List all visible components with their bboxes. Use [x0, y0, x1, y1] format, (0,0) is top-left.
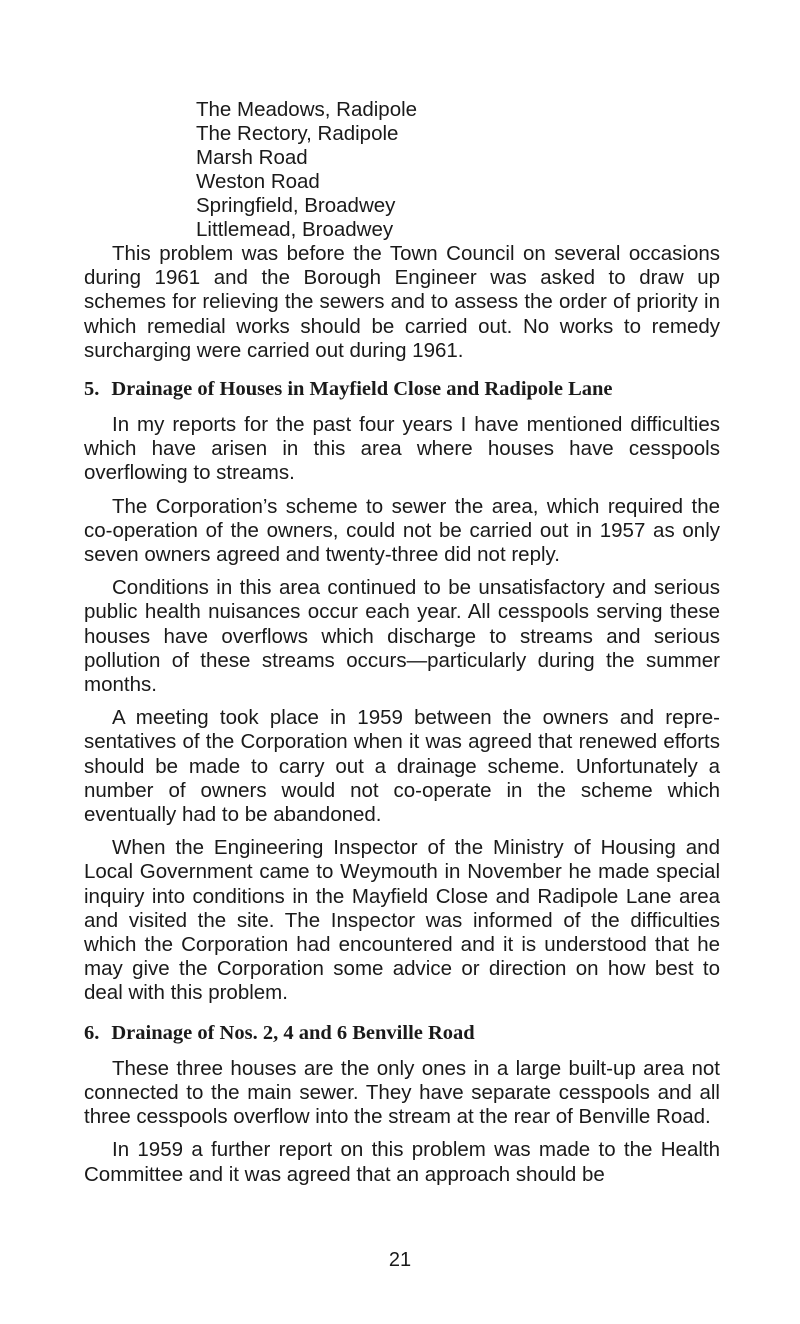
paragraph: In my reports for the past four years I have mentioned difficulties which have arisen in this area where houses have cesspools overflowing to streams. [84, 413, 720, 485]
section-number: 6. [84, 1021, 100, 1044]
address-line: Weston Road [196, 170, 320, 193]
intro-paragraph: This problem was before the Town Council on several occasions during 1961 and the Borough Engineer was asked to draw up schemes for relieving the sewers and to assess the order of priority in which remedial works should be carried out. No works to remedy surcharging were carried out during 1961. [84, 242, 720, 362]
paragraph: The Corporation’s scheme to sewer the area, which required the co-operation of the owners, could not be carried out in 1957 as only seven owners agreed and twenty-three did not reply. [84, 494, 720, 567]
address-line: Springfield, Broadwey [196, 194, 396, 217]
address-list [196, 98, 417, 242]
address-line: Littlemead, Broadwey [196, 218, 394, 241]
section-6 [84, 1021, 720, 1187]
section-heading [84, 1021, 720, 1045]
section-title: Drainage of Houses in Mayfield Close and Radipole Lane [111, 378, 613, 401]
paragraph: These three houses are the only ones in a large built-up area not connected to the main sewer. They have separate cesspools and all three cesspools overflow into the stream at the rear of Benville Road. [84, 1056, 720, 1129]
section-5 [84, 377, 720, 1006]
paragraph: When the Engineering Inspector of the Ministry of Housing and Local Government came to Weymouth in November he made special inquiry into conditions in the Mayfield Close and Radipole Lane area and visited the site. The Inspector was informed of the difficulties which the Corporation had encountered and it is understood that he may give the Corporation some advice or direction on how best to deal with this problem. [84, 836, 720, 1005]
section-number: 5. [84, 378, 100, 401]
address-line: The Rectory, Radipole [196, 122, 399, 145]
address-line: The Meadows, Radipole [196, 98, 418, 121]
section-heading [84, 377, 720, 401]
page-number: 21 [388, 1249, 412, 1271]
section-title: Drainage of Nos. 2, 4 and 6 Benville Road [111, 1021, 475, 1044]
address-line: Marsh Road [196, 146, 308, 169]
paragraph: A meeting took place in 1959 between the owners and representatives of the Corporation when it was agreed that renewed efforts should be made to carry out a drainage scheme. Unfortunately a number of owners would not co-operate in the scheme which eventually had to be abandoned. [84, 706, 720, 827]
body-text [84, 242, 720, 1202]
paragraph: Conditions in this area continued to be unsatisfactory and serious public health nuisances occur each year. All cesspools serving these houses have overflows which discharge to streams and serious pollution of these streams occurs—particularly during the summer months. [84, 576, 720, 697]
paragraph: In 1959 a further report on this problem was made to the Health Committee and it was agreed that an approach should be [84, 1138, 720, 1186]
